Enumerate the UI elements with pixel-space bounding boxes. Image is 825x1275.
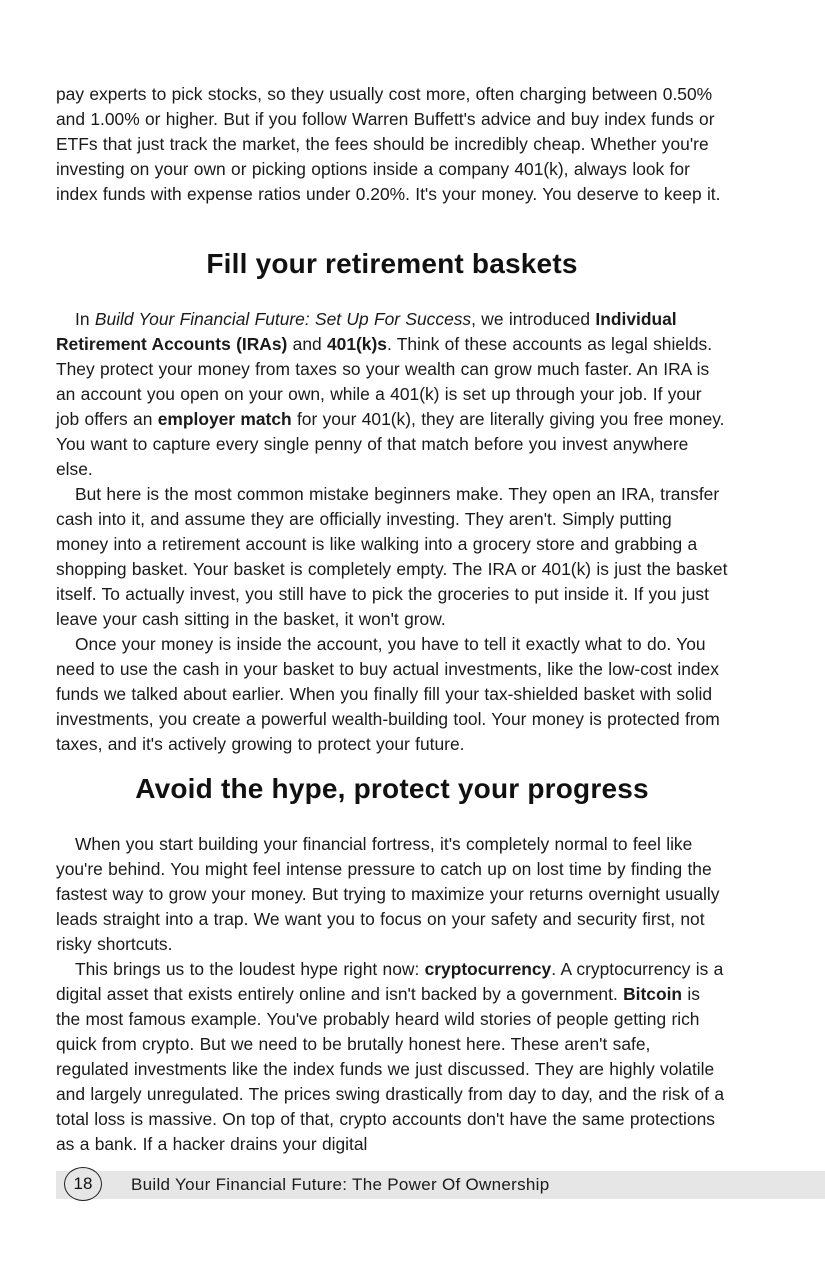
bold-term: employer match [157,409,292,429]
section-fill-baskets [56,248,728,280]
book-title-italic: Build Your Financial Future: Set Up For Success [94,309,472,329]
paragraph: This brings us to the loudest hype right now: cryptocurrency. A cryptocurrency is a digital asset that exists entirely online and isn't backed by a government. Bitcoin is the most famous example. You've probably heard wild stories of people getting rich quick from crypto. But we need to be brutally honest here. These aren't safe, regulated investments like the index funds we just discussed. They are highly volatile and largely unregulated. The prices swing drastically from day to day, and the risk of a total loss is massive. On top of that, crypto accounts don't have the same protections as a bank. If a hacker drains your digital [56,959,725,1154]
page-number: 18 [73,1174,93,1193]
bold-term: 401(k)s [327,334,387,354]
bold-term: Individual Retirement Accounts (IRAs) [56,309,677,354]
paragraph: In Build Your Financial Future: Set Up For Success, we introduced Individual Retirement Accounts (IRAs) and 401(k)s. Think of these accounts as legal shields. They protect your money from taxes so your wealth can grow much faster. An IRA is an account you open on your own, while a 401(k) is set up through your job. If your job offers an employer match for your 401(k), they are literally giving you free money. You want to capture every single penny of that match before you invest anywhere else. [56,309,725,479]
intro-text [56,82,728,207]
section-heading: Fill your retirement baskets [206,248,578,279]
section-avoid-hype [56,773,728,805]
footer-book-title: Build Your Financial Future: The Power Of Ownership [131,1175,550,1194]
paragraph: When you start building your financial fortress, it's completely normal to feel like you're behind. You might feel intense pressure to catch up on lost time by finding the fastest way to grow your money. But trying to maximize your returns overnight usually leads straight into a trap. We want you to focus on your safety and security first, not risky shortcuts. [56,834,720,954]
bold-term: cryptocurrency [424,959,552,979]
paragraph: Once your money is inside the account, you have to tell it exactly what to do. You need to use the cash in your basket to buy actual investments, like the low-cost index funds we talked about earlier. When you finally fill your tax-shielded basket with solid investments, you create a powerful wealth-building tool. Your money is protected from taxes, and it's actively growing to protect your future. [56,634,720,754]
paragraph: pay experts to pick stocks, so they usually cost more, often charging between 0.50% and 1.00% or higher. But if you follow Warren Buffett's advice and buy index funds or ETFs that just track the market, the fees should be incredibly cheap. Whether you're investing on your own or picking options inside a company 401(k), always look for index funds with expense ratios under 0.20%. It's your money. You deserve to keep it. [56,84,721,204]
section-fill-baskets-body [56,307,728,757]
section-heading: Avoid the hype, protect your progress [135,773,649,804]
section-avoid-hype-body [56,832,728,1157]
paragraph: But here is the most common mistake beginners make. They open an IRA, transfer cash into it, and assume they are officially investing. They aren't. Simply putting money into a retirement account is like walking into a grocery store and grabbing a shopping basket. Your basket is completely empty. The IRA or 401(k) is just the basket itself. To actually invest, you still have to pick the groceries to put inside it. If you just leave your cash sitting in the basket, it won't grow. [56,484,728,629]
bold-term: Bitcoin [623,984,683,1004]
